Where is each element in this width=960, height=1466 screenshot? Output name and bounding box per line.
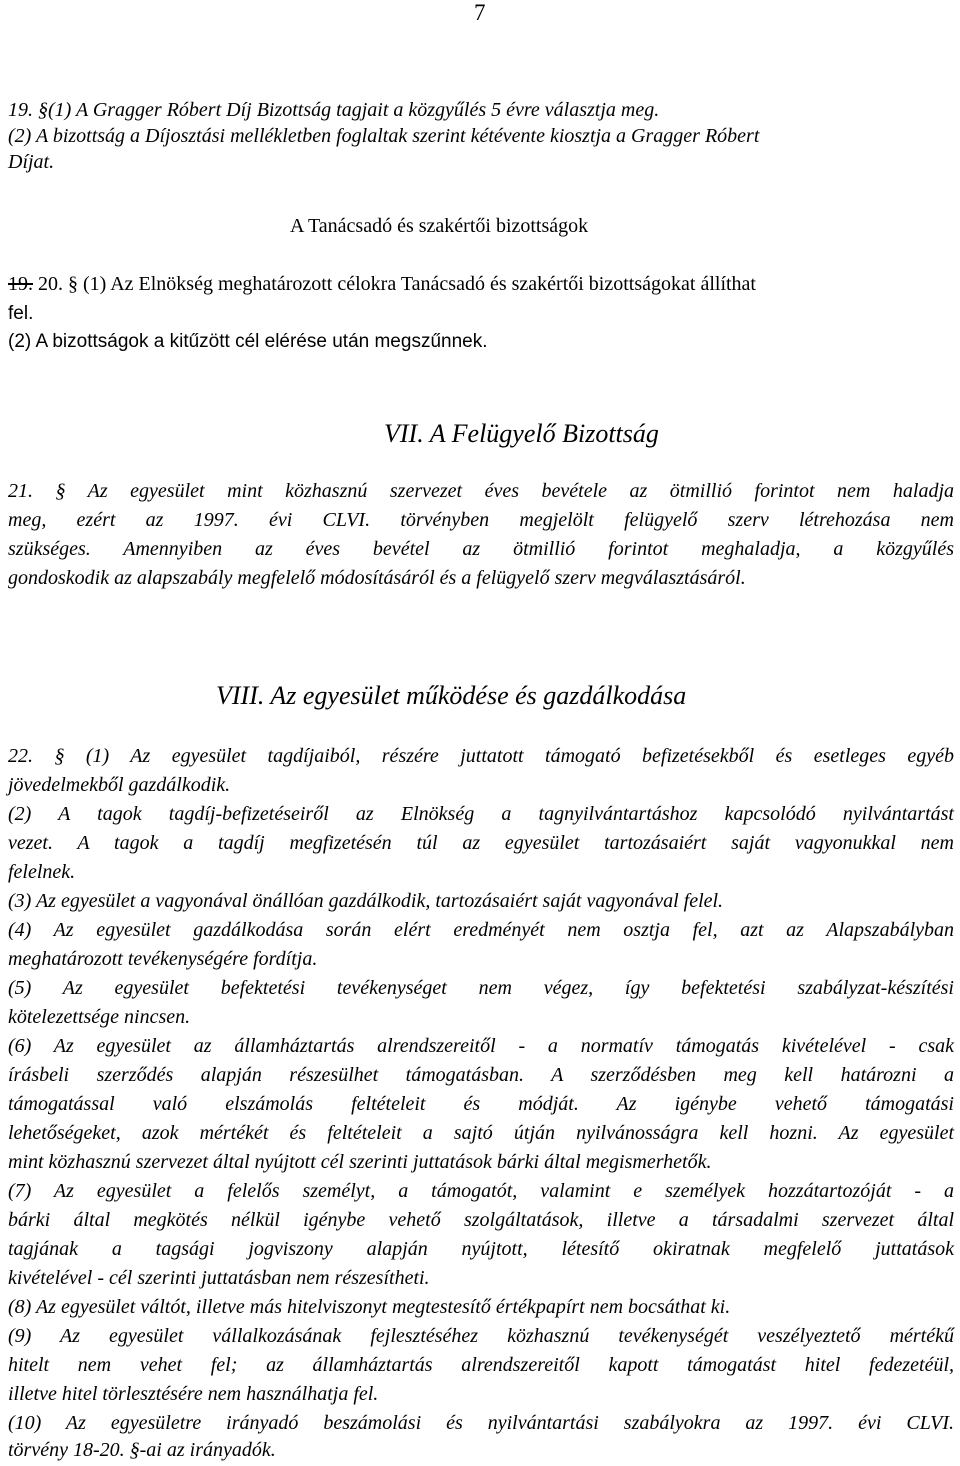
chapter-8-line: (2) A tagok tagdíj-befizetéseiről az Elnökség a tagnyilvántartáshoz kapcsolódó nyilvántartást <box>8 803 954 825</box>
chapter-8-line: (10) Az egyesületre irányadó beszámolási és nyilvántartási szabályokra az 1997. évi CLVI. <box>8 1412 954 1434</box>
chapter-8-line: felelnek. <box>8 861 76 883</box>
chapter-7-line: 21. § Az egyesület mint közhasznú szervezet éves bevétele az ötmillió forintot nem haladja <box>8 480 954 502</box>
chapter-8-line: jövedelmekből gazdálkodik. <box>8 774 231 796</box>
chapter-8-line: törvény 18-20. §-ai az irányadók. <box>8 1439 276 1461</box>
chapter-8-line: (9) Az egyesület vállalkozásának fejlesztéséhez közhasznú tevékenységét veszélyeztető mértékű <box>8 1325 954 1347</box>
s19-line-2: (2) A bizottság a Díjosztási mellékletben foglaltak szerint kétévente kiosztja a Gragger Róbert <box>8 125 760 147</box>
chapter-8-line: lehetőségeket, azok mértékét és feltételeit a sajtó útján nyilvánosságra kell hozni. Az egyesület <box>8 1122 954 1144</box>
advisory-line-2: fel. <box>8 303 34 324</box>
chapter-8-line: mint közhasznú szervezet által nyújtott cél szerinti juttatások bárki által megismerhetők. <box>8 1151 712 1173</box>
chapter-8-line: kivételével - cél szerinti juttatásban nem részesítheti. <box>8 1267 430 1289</box>
chapter-8-line: (7) Az egyesület a felelős személyt, a támogatót, valamint e személyek hozzátartozóját - a <box>8 1180 954 1202</box>
chapter-8-line: (8) Az egyesület váltót, illetve más hitelviszonyt megtestesítő értékpapírt nem bocsáthat ki. <box>8 1296 731 1318</box>
s19-line-1: 19. §(1) A Gragger Róbert Díj Bizottság tagjait a közgyűlés 5 évre választja meg. <box>8 99 660 121</box>
chapter-8-line: 22. § (1) Az egyesület tagdíjaiból, részére juttatott támogató befizetésekből és esetleges egyéb <box>8 745 954 767</box>
advisory-line-1-text: 20. § (1) Az Elnökség meghatározott célokra Tanácsadó és szakértői bizottságokat állíthat <box>33 273 756 295</box>
advisory-old-number: 19. <box>8 273 33 295</box>
chapter-8-line: vezet. A tagok a tagdíj megfizetésén túl az egyesület tartozásaiért saját vagyonukkal nem <box>8 832 954 854</box>
chapter-7-line: szükséges. Amennyiben az éves bevétel az ötmillió forintot meghaladja, a közgyűlés <box>8 538 954 560</box>
chapter-8-line: írásbeli szerződés alapján részesülhet támogatásban. A szerződésben meg kell határozni a <box>8 1064 954 1086</box>
advisory-heading: A Tanácsadó és szakértői bizottságok <box>290 215 589 237</box>
chapter-7-heading: VII. A Felügyelő Bizottság <box>384 419 659 448</box>
chapter-8-line: kötelezettsége nincsen. <box>8 1006 191 1028</box>
chapter-8-line: támogatással való elszámolás feltételeit és módját. Az igénybe vehető támogatási <box>8 1093 954 1115</box>
advisory-line-3: (2) A bizottságok a kitűzött cél elérése után megszűnnek. <box>8 331 488 352</box>
chapter-8-line: illetve hitel törlesztésére nem használhatja fel. <box>8 1383 379 1405</box>
chapter-8-line: (5) Az egyesület befektetési tevékenységet nem végez, így befektetési szabályzat-készítési <box>8 977 954 999</box>
chapter-8-line: bárki által megkötés nélkül igénybe vehető szolgáltatások, illetve a társadalmi szervezet által <box>8 1209 954 1231</box>
chapter-7-line: gondoskodik az alapszabály megfelelő módosításáról és a felügyelő szerv megválasztásáról. <box>8 567 746 589</box>
chapter-8-line: meghatározott tevékenységére fordítja. <box>8 948 318 970</box>
chapter-8-line: (4) Az egyesület gazdálkodása során elért eredményét nem osztja fel, azt az Alapszabályban <box>8 919 954 941</box>
chapter-8-line: hitelt nem vehet fel; az államháztartás alrendszereitől kapott támogatást hitel fedezetéül, <box>8 1354 954 1376</box>
chapter-8-line: tagjának a tagsági jogviszony alapján nyújtott, létesítő okiratnak megfelelő juttatások <box>8 1238 954 1260</box>
advisory-line-1 <box>8 272 756 296</box>
s19-line-3: Díjat. <box>8 151 55 173</box>
chapter-8-line: (6) Az egyesület az államháztartás alrendszereitől - a normatív támogatás kivételével - csak <box>8 1035 954 1057</box>
chapter-7-line: meg, ezért az 1997. évi CLVI. törvényben megjelölt felügyelő szerv létrehozása nem <box>8 509 954 531</box>
chapter-8-line: (3) Az egyesület a vagyonával önállóan gazdálkodik, tartozásaiért saját vagyonával felel. <box>8 890 724 912</box>
page-number: 7 <box>474 0 486 25</box>
chapter-8-heading: VIII. Az egyesület működése és gazdálkodása <box>216 681 687 710</box>
